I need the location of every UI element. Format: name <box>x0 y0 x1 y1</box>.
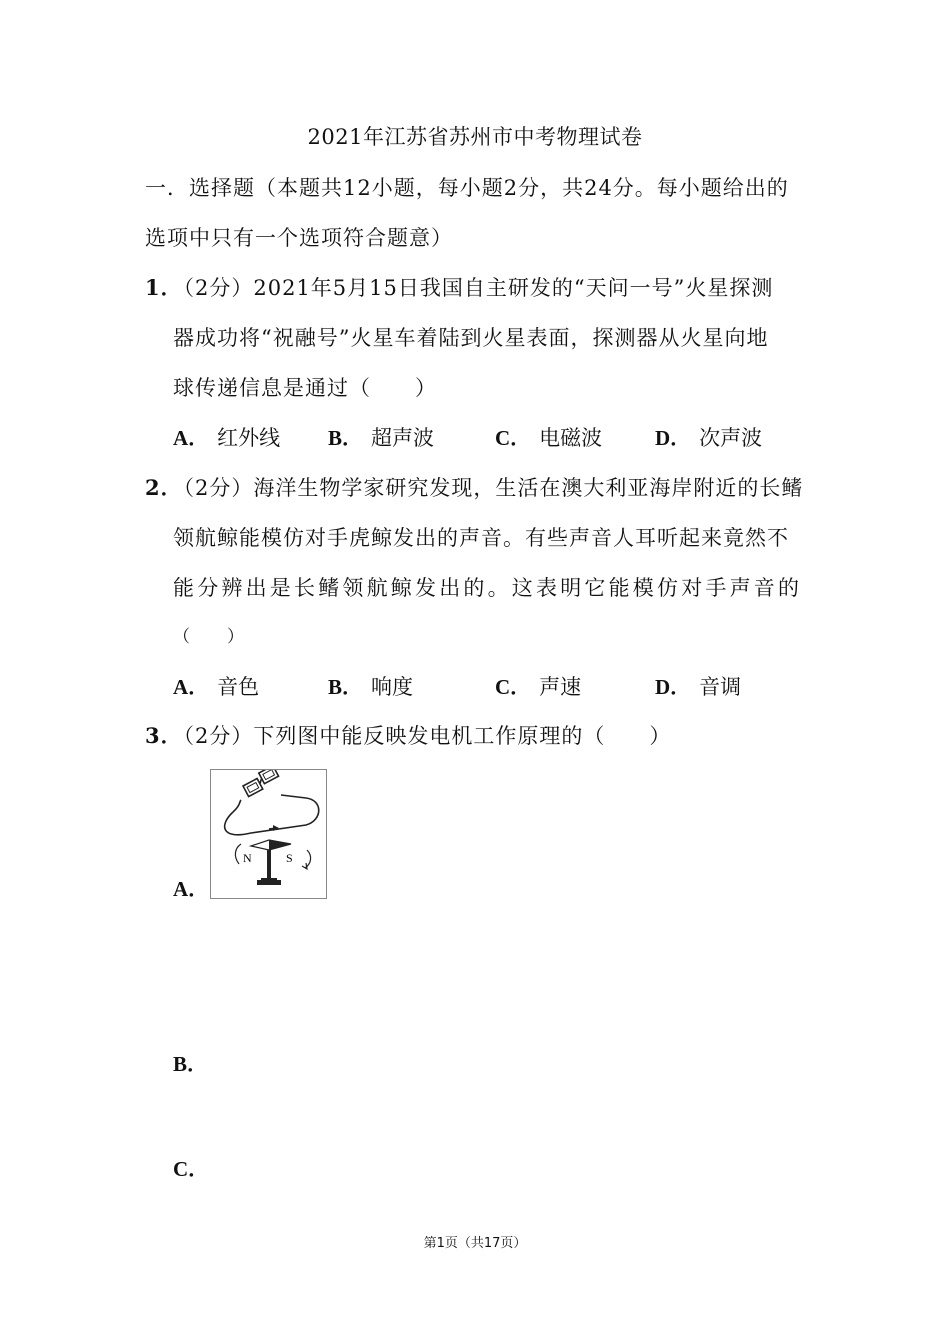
wire-segment <box>233 800 241 812</box>
option-text: 电磁波 <box>539 426 603 450</box>
option-text: 声速 <box>539 675 582 699</box>
question-2-text: 领航鲸能模仿对手虎鲸发出的声音。有些声音人耳听起来竟然不 <box>173 526 789 550</box>
question-3-option-c[interactable] <box>173 1153 217 1183</box>
option-letter: D． <box>655 675 692 699</box>
south-label: S <box>286 851 293 865</box>
question-3-option-b[interactable] <box>173 1048 216 1078</box>
option-letter: B． <box>328 426 364 450</box>
option-letter: A． <box>173 426 210 450</box>
option-a-figure[interactable] <box>210 769 327 899</box>
arrow-head-icon <box>302 863 307 869</box>
option-letter: D． <box>655 426 692 450</box>
question-1-option-d[interactable] <box>655 422 762 452</box>
question-1-option-a[interactable] <box>173 422 280 452</box>
north-label: N <box>243 851 252 865</box>
question-1-option-c[interactable] <box>495 422 602 452</box>
question-3-number: 3． <box>145 723 183 748</box>
option-letter: A． <box>173 675 210 699</box>
option-letter: B． <box>328 675 364 699</box>
page-footer: 第1页（共17页） <box>423 1236 527 1251</box>
question-2-option-a[interactable] <box>173 671 259 701</box>
question-2-option-c[interactable] <box>495 671 581 701</box>
question-1-option-b[interactable] <box>328 422 434 452</box>
question-1-number: 1． <box>145 275 183 300</box>
question-2-option-d[interactable] <box>655 671 741 701</box>
question-2-number: 2． <box>145 475 183 500</box>
option-text: 音调 <box>699 675 742 699</box>
section-heading: 一．选择题（本题共12小题，每小题2分，共24分。每小题给出的 <box>145 176 789 200</box>
section-heading-cont: 选项中只有一个选项符合题意） <box>145 226 453 250</box>
battery-icon <box>241 770 280 797</box>
option-text: 红外线 <box>217 426 281 450</box>
option-text: 音色 <box>217 675 260 699</box>
option-text: 超声波 <box>371 426 435 450</box>
question-1-text: 球传递信息是通过（ ） <box>173 376 437 400</box>
option-text: 次声波 <box>699 426 763 450</box>
option-text: 响度 <box>371 675 414 699</box>
option-letter: B． <box>173 1052 209 1076</box>
option-letter: C． <box>495 675 532 699</box>
question-2-text: 能分辨出是长鳍领航鲸发出的。这表明它能模仿对手声音的 <box>173 576 803 600</box>
page-title: 2021年江苏省苏州市中考物理试卷 <box>307 125 643 149</box>
oersted-experiment-diagram <box>211 770 326 898</box>
option-letter: C． <box>173 1157 210 1181</box>
compass-stand <box>267 850 271 882</box>
question-2-text: （ ） <box>173 627 245 647</box>
compass-base-top <box>261 878 277 881</box>
option-letter: C． <box>495 426 532 450</box>
question-2-option-b[interactable] <box>328 671 413 701</box>
rotation-arrow-left <box>235 844 241 864</box>
question-3-text: （2分）下列图中能反映发电机工作原理的（ ） <box>173 724 672 748</box>
question-1-text: 器成功将“祝融号”火星车着陆到火星表面，探测器从火星向地 <box>173 326 769 350</box>
option-letter: A． <box>173 877 210 901</box>
question-2-text: （2分）海洋生物学家研究发现，生活在澳大利亚海岸附近的长鳍 <box>173 476 804 500</box>
question-1-text: （2分）2021年5月15日我国自主研发的“天问一号”火星探测 <box>173 276 774 300</box>
